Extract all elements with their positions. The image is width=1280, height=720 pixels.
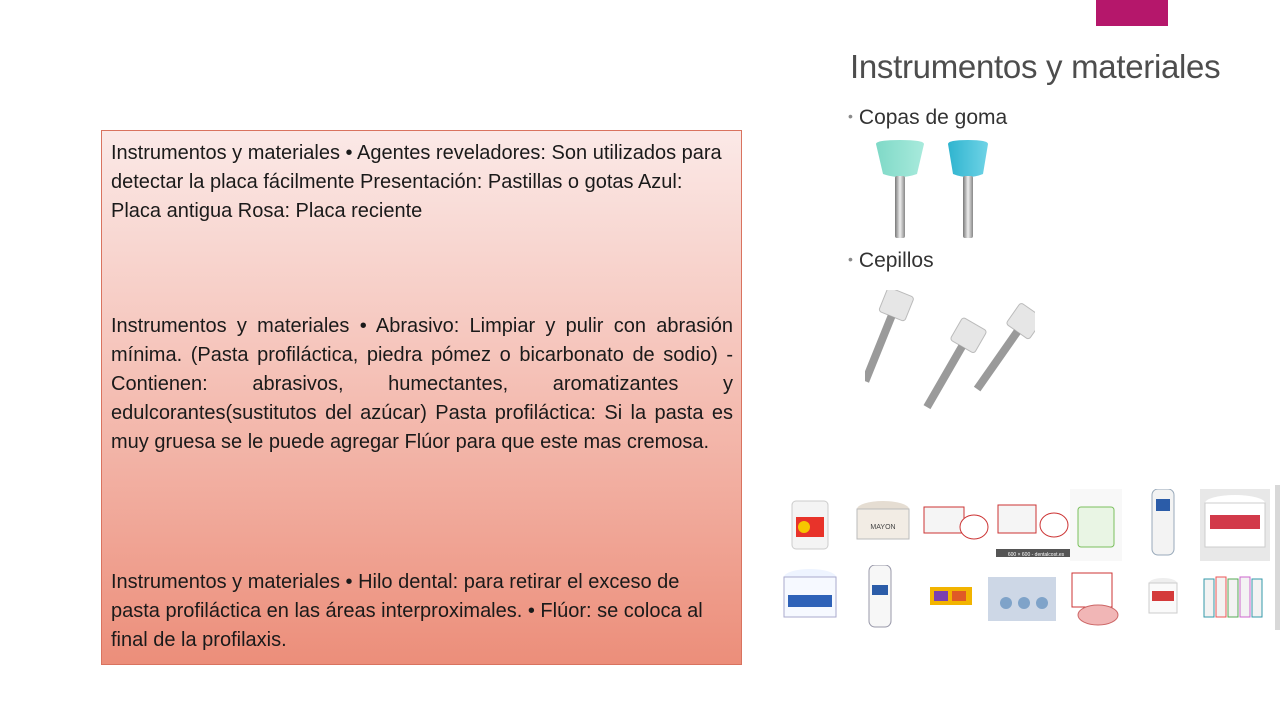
white-tube-thumbnail xyxy=(1148,489,1178,561)
colorful-box-thumbnail xyxy=(928,583,974,611)
paragraph-revealing-agents: Instrumentos y materiales • Agentes reveladores: Son utilizados para detectar la placa fácilmente Presentación: Pastillas o gotas Azul: Placa antigua Rosa: Placa reciente xyxy=(111,142,722,222)
svg-text:MAYON: MAYON xyxy=(870,524,896,531)
svg-text:600 × 600 - dentalcost.es: 600 × 600 - dentalcost.es xyxy=(1007,552,1065,558)
product-thumbnail-grid xyxy=(780,485,1280,635)
green-prophy-jar-thumbnail xyxy=(1070,489,1122,561)
detartar-jar-thumbnail xyxy=(782,567,838,629)
text-box xyxy=(101,130,742,665)
bullet-brushes: • Cepillos xyxy=(848,249,934,272)
bullet-dot-icon: • xyxy=(848,251,853,267)
tube-blue-label-thumbnail xyxy=(866,565,894,631)
embedded-slide-title: Instrumentos y materiales xyxy=(850,48,1221,85)
rubber-cups-illustration xyxy=(870,140,1000,245)
paragraph-abrasive: Instrumentos y materiales • Abrasivo: Limpiar y pulir con abrasión mínima. (Pasta profiláctica, piedra pómez o bicarbonato de sodio) - Contienen: abrasivos, humectantes, aromatizantes y edulcorantes(sustitutos del azúcar) Pasta profiláctica: Si la pasta es muy gruesa se le puede agregar Flúor para que este mas cremosa. xyxy=(111,315,733,453)
accent-bar xyxy=(1096,0,1168,26)
paragraph-floss-fluoride: Instrumentos y materiales • Hilo dental: para retirar el exceso de pasta profiláctica en las áreas interproximales. • Flúor: se coloca al final de la profilaxis. xyxy=(111,571,703,651)
thumbnail-strip-edge xyxy=(1275,485,1280,630)
bullet-rubber-cups: • Copas de goma xyxy=(848,106,1008,129)
prophy-paste-jar-thumbnail xyxy=(790,495,830,555)
paste-box-pot-thumbnail xyxy=(996,501,1076,559)
unit-dose-cups-thumbnail xyxy=(988,577,1056,621)
red-label-jar-thumbnail xyxy=(1200,489,1270,561)
embedded-slide-image xyxy=(840,40,1250,440)
paste-box-cups-thumbnail xyxy=(922,501,992,545)
mayon-paste-jar-thumbnail xyxy=(855,497,911,547)
pink-paste-box-thumbnail xyxy=(1068,567,1124,629)
brushes-illustration xyxy=(865,290,1035,425)
tube-set-thumbnail xyxy=(1200,573,1272,621)
bullet-dot-icon: • xyxy=(848,108,853,124)
small-red-jar-thumbnail xyxy=(1146,575,1180,619)
